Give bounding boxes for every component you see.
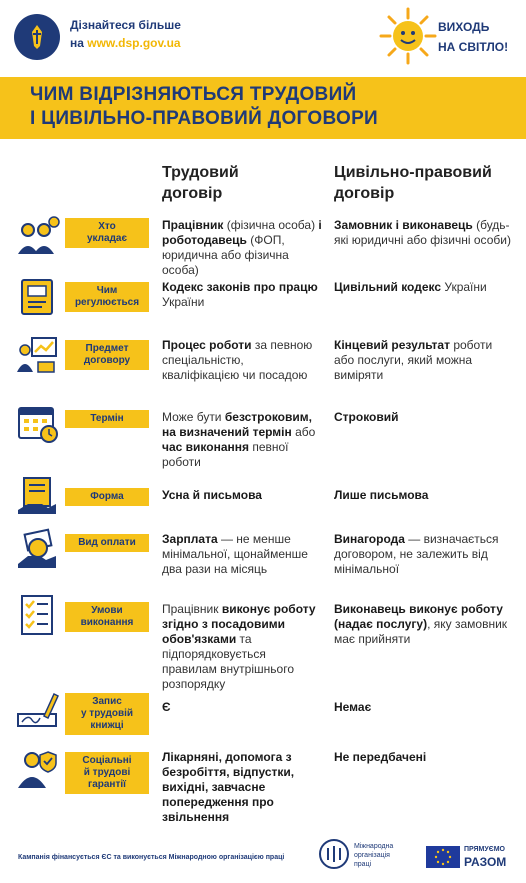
cell-text: (будь-які юридичні або фізичні особи) [334,218,511,247]
cell-labor-conditions [162,602,322,692]
cell-bold-text: Строковий [334,410,399,424]
cell-text: Може бути [162,410,225,424]
label-line: Запис [92,696,122,707]
worker-chart-icon [14,332,60,378]
ilo-name [354,842,414,869]
cell-civil-subject [334,338,514,383]
document-hand-icon [14,472,60,518]
cell-bold-text: Винагорода [334,532,405,546]
cell-text: та підпорядковується правилам внутрішнього розпорядку [162,632,294,691]
cell-labor-regulation [162,280,322,310]
label-line: Вид оплати [78,537,136,548]
row-label-term [65,410,149,428]
money-icon [14,526,60,572]
eu-slogan-line1: ПРЯМУЄМО [464,846,505,853]
checklist-icon [14,592,60,638]
row-label-form [65,488,149,506]
column-header-civil [334,162,492,204]
label-line: Хто [98,221,116,232]
col2-line2: договір [334,185,395,202]
cell-bold-text: Немає [334,700,372,714]
label-line: регулюється [74,297,140,308]
cell-bold-text: Лише письмова [334,488,429,502]
row-label-conditions [65,602,149,632]
page-title-line2: І ЦИВІЛЬНО-ПРАВОВИЙ ДОГОВОРИ [30,108,378,129]
ilo-line: праці [354,861,372,868]
col1-line1: Трудовий [162,164,239,181]
cell-bold-text: Кодекс законів про працю [162,280,318,294]
cell-labor-record [162,700,322,715]
label-line: й трудові гарантії [83,767,131,790]
label-line: укладає [86,233,128,244]
label-line: Чим [96,285,118,296]
cell-bold-text: Цивільний кодекс [334,280,442,294]
cell-bold-text: Працівник [162,218,224,232]
cell-text: України [162,295,205,309]
cell-civil-form [334,488,514,503]
cell-civil-who [334,218,514,248]
label-line: Форма [90,491,124,502]
cell-civil-regulation [334,280,514,295]
footer-text: Кампанія фінансується ЄС та виконується Міжнародною організацією праці [18,854,285,861]
cell-labor-form [162,488,322,503]
cell-bold-text: Процес роботи [162,338,252,352]
guarantee-person-icon [14,746,60,792]
label-line: Соціальні [82,755,132,766]
cell-labor-who [162,218,322,278]
cell-text: певної роботи [162,440,289,469]
cell-bold-text: час виконання [162,440,249,454]
cell-text: роботи або послуги, який можна виміряти [334,338,493,382]
website-link[interactable]: www.dsp.gov.ua [87,36,181,50]
people-icon [14,214,60,260]
cell-text: України [441,280,487,294]
cell-bold-text: Замовник і виконавець [334,218,473,232]
cell-bold-text: Лікарняні, допомога з безробіття, відпустки, вихідні, завчасне попередження про звільнення [162,750,295,824]
cell-text: , яку замовник має прийняти [334,617,508,646]
col2-line1: Цивільно-правовий [334,164,492,181]
badge-line1: ВИХОДЬ [438,20,490,34]
cell-labor-payment [162,532,322,577]
cell-text: — не менше мінімальної, щонайменше два рази на місяць [162,532,308,576]
badge-line2: НА СВІТЛО! [438,40,509,54]
eu-flag-icon [426,846,460,868]
ilo-line: організація [354,852,390,859]
calendar-icon [14,400,60,446]
law-book-icon [14,274,60,320]
cell-bold-text: Є [162,700,171,714]
cell-bold-text: Виконавець виконує роботу (надає послугу) [334,602,503,631]
cell-bold-text: Усна й письмова [162,488,262,502]
logo-text: Дізнайтеся більше [70,18,181,32]
cell-bold-text: і роботодавець [162,218,322,247]
page-title-line1: ЧИМ ВІДРІЗНЯЮТЬСЯ ТРУДОВИЙ [30,84,357,105]
cell-bold-text: Зарплата [162,532,218,546]
label-line: Предмет [85,343,129,354]
col1-line2: договір [162,185,223,202]
label-line: Термін [90,413,124,424]
cell-labor-subject [162,338,322,383]
cell-civil-conditions [334,602,514,647]
cell-text: або [291,425,316,439]
row-label-payment [65,534,149,552]
row-label-regulation [65,282,149,312]
row-label-who [65,218,149,248]
row-label-guarantees [65,752,149,794]
eu-slogan-line2: РАЗОМ [464,855,507,869]
cell-bold-text: безстроковим, на визначений термін [162,410,312,439]
label-line: виконання [80,617,134,628]
row-label-record [65,693,149,735]
ministry-emblem-icon [14,14,60,60]
cell-civil-payment [334,532,514,577]
cell-text: Працівник [162,602,222,616]
cell-labor-guarantees [162,750,322,825]
ilo-line: Міжнародна [354,843,394,850]
cell-text: (фізична особа) [223,218,319,232]
cell-text: — визначається договором, не залежить від мінімальної [334,532,499,576]
cell-text: за певною спеціальністю, кваліфікацією чи посадою [162,338,313,382]
cell-text: (ФОП, юридична або фізична особа) [162,233,289,277]
cell-labor-term [162,410,322,470]
cell-bold-text: Не передбачені [334,750,427,764]
ilo-logo-icon [318,838,350,872]
cell-civil-term [334,410,514,425]
logo-url-line [70,36,181,50]
cell-bold-text: Кінцевий результат [334,338,450,352]
cell-bold-text: виконує роботу згідно з посадовими обов'язками [162,602,316,646]
label-line: у трудовій книжці [80,708,134,731]
logo-prefix: на [70,36,84,50]
signature-icon [14,686,60,732]
label-line: договору [83,355,131,366]
sun-icon [378,6,438,66]
column-header-labor [162,162,239,204]
cell-civil-guarantees [334,750,514,765]
label-line: Умови [91,605,123,616]
row-label-subject [65,340,149,370]
cell-civil-record [334,700,514,715]
